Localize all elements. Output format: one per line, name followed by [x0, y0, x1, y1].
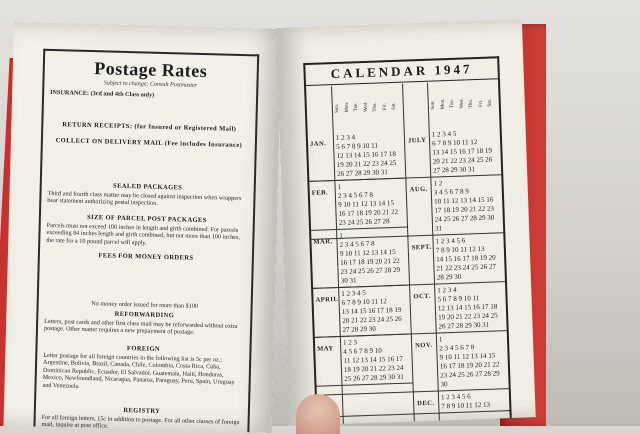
day-header: Sat.: [487, 98, 493, 107]
calendar-week-row: 26 27 28 29 30 31: [336, 168, 388, 178]
calendar-week-row: 16 17 18 19 20 21 22: [338, 207, 399, 218]
calendar-week-row: 20 21 22 23 24 25 26: [342, 314, 402, 325]
cod-heading: COLLECT ON DELIVERY MAIL (Fee includes Insurance): [55, 137, 243, 150]
calendar-week-row: 6 7 8 9 10 11 12: [341, 297, 387, 307]
foreign-heading: FOREIGN: [126, 345, 161, 353]
calendar-week-row: 5 6 7 8 9 10 11: [437, 294, 480, 304]
reforwarding-text: Letters, post cards and other first class mail may be reforwarded without extra postage. Other matter requires a new prepayment of postage.: [43, 317, 238, 337]
month-label: AUG.: [409, 185, 428, 194]
day-header: Fri.: [382, 102, 388, 110]
calendar-week-row: 13 14 15 16 17 18 19: [432, 146, 493, 157]
parcel-text: Parcels must not exceed 100 inches in length and girth combined. For parcels exceeding 84 inches length and girth combined, but not more than 100 inches, the rate for a 10 pound parcel will apply.: [46, 221, 241, 247]
calendar-week-row: 5 6 7 8 9 10 11: [336, 141, 379, 151]
day-header: Mon.: [440, 98, 446, 110]
month-label: MAR.: [313, 238, 333, 246]
month-label: MAY: [317, 345, 334, 353]
month-label: SEPT.: [411, 243, 432, 252]
calendar-week-row: 27 28 29 30: [342, 324, 376, 334]
calendar-week-row: 2 3 4 5 6 7 8: [337, 190, 374, 200]
calendar-page: [276, 19, 536, 425]
calendar-week-row: 13 14 15 16 17 18 19: [341, 305, 402, 316]
calendar-title: CALENDAR 1947: [305, 60, 498, 86]
calendar-week-row: 7 8 9 10 11 12 13: [435, 244, 485, 255]
calendar-week-row: 9 10 11 12 13 14 15: [338, 198, 395, 209]
calendar-week-row: 2 3 4 5 6 7 8: [439, 343, 475, 353]
parcel-heading: SIZE OF PARCEL POST PACKAGES: [86, 213, 207, 225]
calendar-week-row: 28 29 30: [436, 272, 462, 282]
calendar-week-row: 19 20 21 22 23 24 25: [438, 311, 498, 322]
day-header: Tue.: [353, 102, 359, 112]
calendar-week-row: 1: [438, 335, 443, 344]
month-label: JAN.: [309, 140, 327, 148]
day-header: Wed.: [363, 101, 369, 113]
month-label: APRIL: [315, 295, 339, 304]
calendar-week-row: 3 4 5 6 7 8 9: [433, 187, 469, 197]
calendar-week-row: 1: [339, 231, 343, 240]
calendar-week-row: 12 13 14 15 16 17 18: [336, 149, 397, 160]
calendar-week-row: 1 2 3 4 5 6: [435, 236, 466, 246]
calendar-week-row: 21 22 23 24 25 26 27: [436, 262, 497, 273]
day-header: Mon.: [344, 102, 350, 114]
day-header: Sun.: [430, 99, 436, 110]
day-header: Sun.: [334, 103, 340, 113]
calendar-week-row: 20 21 22 23 24 25 26: [432, 155, 493, 166]
return-receipts-heading: RETURN RECEIPTS: (for Insured or Registered Mail): [62, 121, 237, 133]
calendar-week-row: 9 10 11 12 13 14 15: [339, 247, 396, 258]
calendar-week-row: 7 8 9 10 11 12 13: [441, 400, 491, 411]
calendar-week-row: 31: [434, 224, 443, 233]
reforwarding-heading: REFORWARDING: [114, 310, 175, 320]
calendar-week-row: 6 7 8 9 10 11 12: [431, 138, 478, 148]
postage-title: Postage Rates: [94, 58, 208, 82]
calendar-week-row: 4 5 6 7 8 9 10: [343, 346, 382, 356]
calendar-week-row: 9 10 11 12 13 14 15: [439, 351, 496, 362]
month-divider: [311, 227, 407, 231]
day-header: Tue.: [449, 99, 455, 109]
calendar-week-row: 1 2 3 4: [437, 285, 457, 295]
calendar-week-row: 26 27 28 29 30 31: [438, 320, 490, 331]
calendar-week-row: 27 28 29 30 31: [432, 165, 476, 175]
month-label: FEB.: [311, 189, 329, 197]
calendar-week-row: 1 2 3 4 5: [431, 129, 457, 139]
calendar-week-row: 16 17 18 19 20 21 22: [340, 256, 400, 267]
calendar-week-row: 12 13 14 15 16 17 18: [437, 302, 498, 313]
registry-text: For all foreign letters, 15c in addition to postage. For all other classes of foreign mail, inquire at post office.: [41, 413, 240, 431]
calendar-week-row: 19 20 21 22 23 24 25: [336, 158, 397, 169]
month-label: JULY: [407, 136, 427, 145]
postage-rates-page: [3, 22, 281, 433]
insurance-heading: INSURANCE: (3rd and 4th Class only): [50, 88, 155, 99]
money-orders-heading: FEES FOR MONEY ORDERS: [98, 252, 194, 262]
month-label: DEC.: [417, 399, 435, 408]
day-header: Thu.: [372, 101, 378, 112]
calendar-week-row: 2 3 4 5 6 7 8: [339, 239, 375, 249]
postage-frame: [33, 49, 259, 433]
sealed-text: Third and fourth class matter may be closed against inspection when wrappers bear statement authorizing postal inspection.: [47, 189, 242, 208]
calendar-week-row: 23 24 25 26 27 28 29: [340, 265, 401, 276]
calendar-week-row: 1 2 3 4 5: [341, 289, 366, 298]
day-header: Wed.: [459, 98, 465, 109]
calendar-week-row: 25 26 27 28 29 30 31: [344, 372, 404, 383]
thumb: [296, 394, 340, 434]
money-orders-note: No money order issued for more than $100: [91, 300, 199, 310]
month-divider: [317, 382, 413, 386]
day-header: Thu.: [468, 98, 474, 108]
registry-heading: REGISTRY: [123, 406, 161, 415]
day-header: Sat.: [391, 102, 397, 110]
postage-subtitle: Subject to change; Consult Postmaster: [103, 80, 198, 89]
calendar-week-row: 23 24 25 26 27 28 29: [440, 369, 500, 380]
foreign-text: Letter postage for all foreign countries in the following list is 5c per oz.: Argentine, Bolivia, Brazil, Canada, Chile, Colombia, Costa Rica, Cuba, Dominican Republic, Ecuador, El Salvador, Guatemala, Haiti, Honduras, Mexico, Newfoundland, Nicaragua, Panama, Paraguay, Peru, Spain, Uruguay and Venezuela.: [42, 351, 235, 390]
calendar-week-row: 30: [440, 380, 448, 389]
calendar-week-row: 23 24 25 26 27 28: [338, 217, 390, 227]
calendar-week-row: 1 2: [433, 179, 443, 188]
calendar-week-row: 1 2 3 4 5 6: [440, 392, 471, 402]
month-label: NOV.: [415, 341, 433, 350]
calendar-frame: [303, 56, 512, 425]
calendar-week-row: 17 18 19 20 21 22 23: [434, 204, 495, 215]
calendar-week-row: 24 25 26 27 28 29 30: [434, 213, 495, 224]
calendar-week-row: 11 12 13 14 15 16 17: [343, 354, 404, 365]
calendar-week-row: 30 31: [340, 276, 357, 285]
calendar-week-row: 16 17 18 19 20 21 22: [439, 360, 500, 371]
calendar-week-row: 1: [337, 182, 342, 191]
calendar-week-row: 14 15 16 17 18 19 20: [436, 253, 496, 264]
day-header: Fri.: [478, 99, 484, 107]
calendar-week-row: 18 19 20 21 22 23 24: [343, 363, 404, 374]
calendar-week-row: 10 11 12 13 14 15 16: [434, 195, 494, 206]
calendar-week-row: 1 2 3 4: [335, 133, 356, 142]
calendar-week-row: 1 2 3: [342, 338, 358, 347]
month-label: OCT.: [413, 292, 431, 301]
sealed-heading: SEALED PACKAGES: [113, 182, 183, 192]
